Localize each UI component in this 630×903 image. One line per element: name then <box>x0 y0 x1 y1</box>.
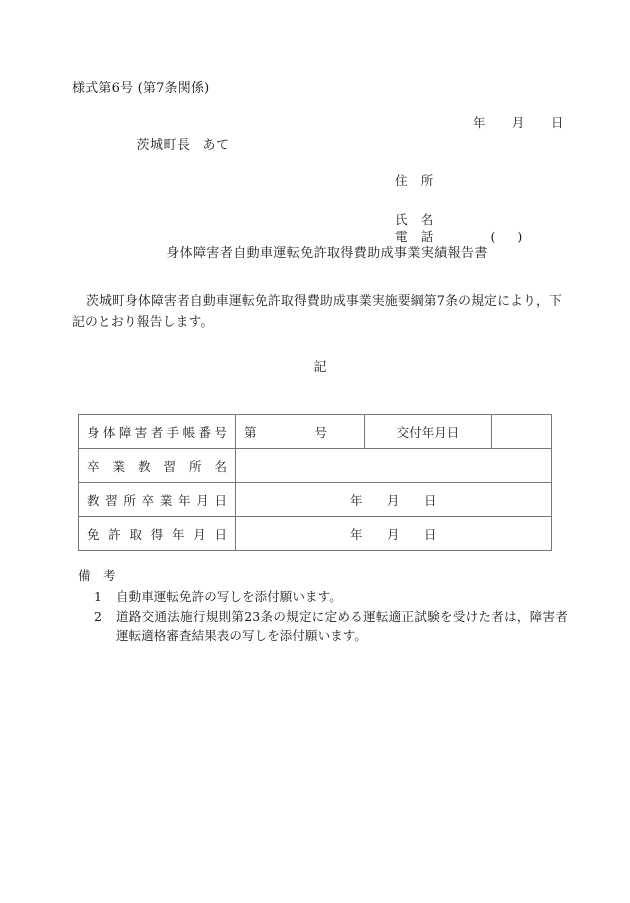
graduation-day-label: 日 <box>424 492 438 508</box>
license-year-label: 年 <box>349 526 363 542</box>
date-year-label: 年 <box>472 115 486 130</box>
row-label-handbook-number: 身体障害者手帳番号 <box>79 415 236 449</box>
ki-marker: 記 <box>313 360 327 375</box>
row-label-issue-date: 交付年月日 <box>365 415 492 449</box>
notes-heading: 備 考 <box>78 568 116 583</box>
school-name-field[interactable] <box>236 449 552 483</box>
date-month-label: 月 <box>511 115 525 130</box>
note-number: 1 <box>94 589 102 604</box>
applicant-name-label: 氏 名 <box>395 212 434 227</box>
note-text: 自動車運転免許の写しを添付願います。 <box>116 589 342 604</box>
handbook-number-field[interactable] <box>236 415 365 449</box>
table-row <box>79 415 552 449</box>
addressee-name: 茨城町長 <box>136 138 191 153</box>
date-line <box>455 98 564 146</box>
report-details-table <box>78 414 552 551</box>
table-row <box>79 483 552 517</box>
note-text: 道路交通法施行規則第23条の規定に定める運転適正試験を受けた者は，障害者運転適格審査結果表の写しを添付願います。 <box>116 609 568 643</box>
graduation-month-label: 月 <box>386 492 400 508</box>
license-day-label: 日 <box>424 526 438 542</box>
body-paragraph: 茨城町身体障害者自動車運転免許取得費助成事業実施要綱第7条の規定により，下記のとおり報告します。 <box>72 294 562 330</box>
applicant-address-label: 住 所 <box>395 173 434 188</box>
graduation-date-field[interactable] <box>236 483 552 517</box>
notes-section <box>78 566 568 646</box>
number-prefix: 第 <box>244 424 257 440</box>
license-month-label: 月 <box>386 526 400 542</box>
table-row <box>79 449 552 483</box>
date-day-label: 日 <box>550 115 564 130</box>
row-label-license-date: 免許取得年月日 <box>79 517 236 551</box>
note-item <box>94 587 568 606</box>
applicant-phone-label: 電 話 <box>395 229 434 244</box>
paren-open: ( <box>490 229 496 244</box>
table-row <box>79 517 552 551</box>
page-title: 身体障害者自動車運転免許取得費助成事業実績報告書 <box>166 246 488 261</box>
form-code-label: 様式第6号 (第7条関係) <box>72 81 210 96</box>
number-suffix: 号 <box>314 424 328 440</box>
note-item <box>94 607 568 645</box>
note-number: 2 <box>94 609 102 624</box>
addressee-suffix: あて <box>202 138 230 153</box>
addressee-line <box>118 119 230 168</box>
paren-close: ) <box>517 229 523 244</box>
row-label-school-name: 卒業教習所名 <box>79 449 236 483</box>
issue-date-field[interactable] <box>492 415 552 449</box>
graduation-year-label: 年 <box>349 492 363 508</box>
row-label-graduation-date: 教習所卒業年月日 <box>79 483 236 517</box>
license-date-field[interactable] <box>236 517 552 551</box>
